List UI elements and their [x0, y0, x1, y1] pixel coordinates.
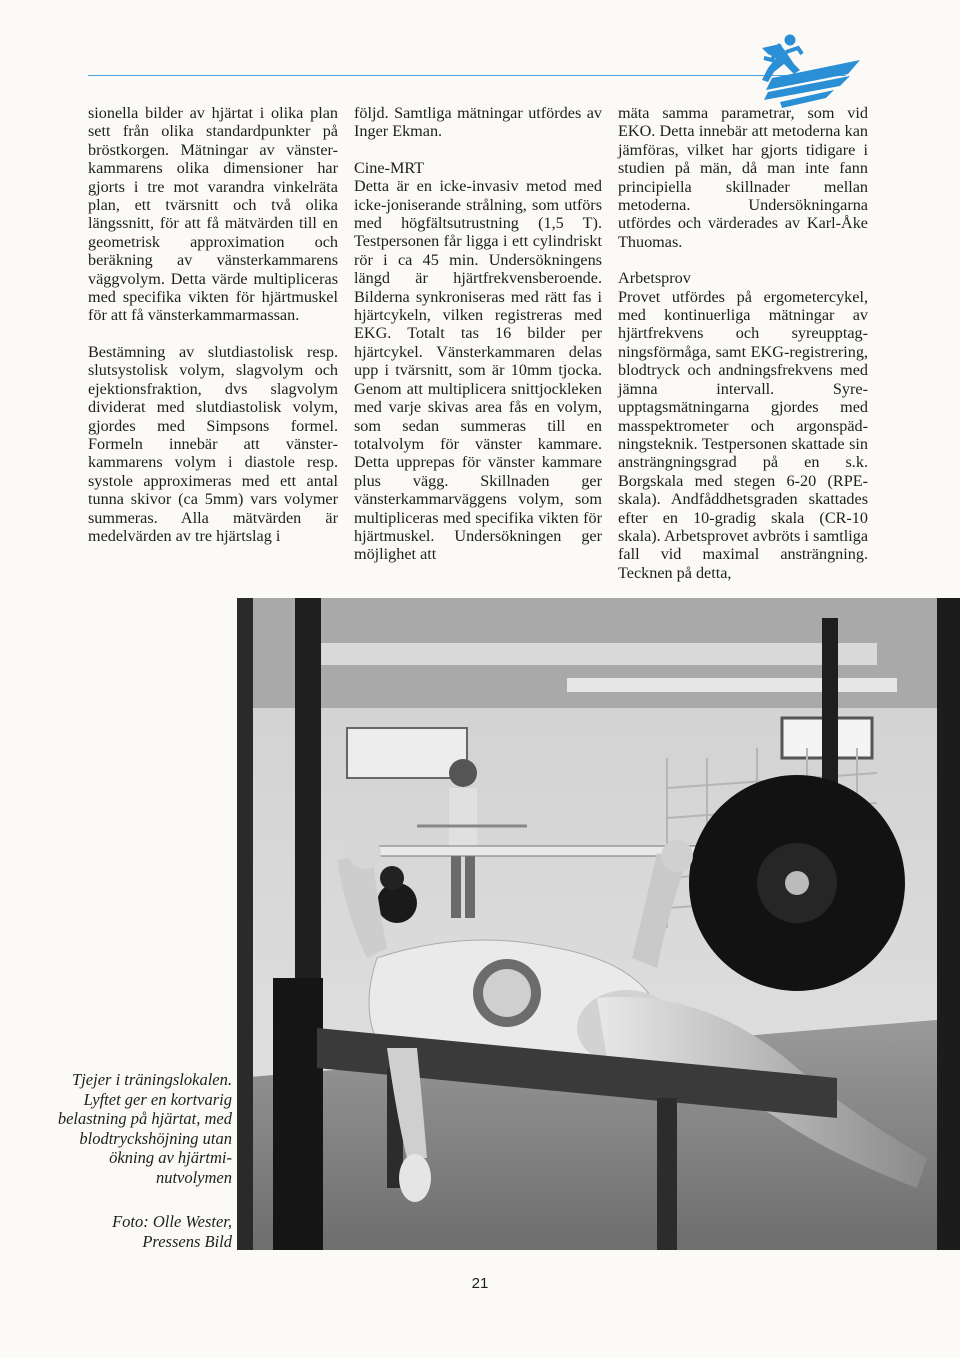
paragraph: sionella bilder av hjärtat i olika plan sett från olika standardpunkter på bröstkorgen. Mätningar av vänster-kammarens olika dimensioner har gjorts i tre mot varandra vinkelräta plan, ett tvärsnitt och två olika längssnitt, för att få mätvärden till en geometrisk approximation och beräkning av vänsterkammarens väggvolym. Detta värde multipliceras med specifika vikten för hjärtmuskel för att få vänsterkammarmassan.: [88, 104, 338, 325]
credit-line: Pressens Bild: [142, 1231, 232, 1251]
text-column-3: [618, 104, 868, 582]
section-heading: Arbetsprov: [618, 269, 691, 288]
credit-line: Foto: Olle Wester,: [112, 1212, 232, 1231]
paragraph: Provet utfördes på ergometercykel, med kontinuerliga mätningar av hjärtfrekvens och syreupptagningsförmåga, samt EKG-registrering, blodtryck och andningsfrekvens med jämna intervall. Syreupptagsmätningarna gjordes med masspektrometer och argonspädningsteknik. Testpersonen skattade sin ansträngningsgrad på en s.k. Borgskala med stegen 6-20 (RPE-skala). Andfåddhetsgraden skattades efter en 10-gradig skala (CR-10 skala). Arbetsprovet avbröts i samtliga fall vid maximal ansträngning. Tecknen på detta,: [618, 287, 868, 582]
section-heading: Cine-MRT: [354, 158, 425, 177]
caption-text: Tjejer i träningslokalen. Lyftet ger en kortvarig belastning på hjärtat, med blodtryckshöjning utan ökning av hjärtminutvolymen: [57, 1070, 232, 1187]
gym-bench-press-photo: [237, 598, 960, 1250]
photo-caption: [40, 1070, 232, 1187]
paragraph: följd. Samtliga mätningar utfördes av Inger Ekman.: [354, 104, 602, 141]
paragraph: mäta samma parametrar, som vid EKO. Detta innebär att metoderna kan jämföras, vilket har gjorts tidigare i studien på män, då man inte fann principiella skillnader mellan metoderna. Undersökningarna utfördes och värderades av Karl-Åke Thuomas.: [618, 104, 868, 251]
runner-book-logo-icon: [728, 30, 868, 110]
text-column-2: [354, 104, 602, 564]
text-column-1: [88, 104, 338, 545]
paragraph: Detta är en icke-invasiv metod med icke-joniserande strålning, som utförs med högfältsutrustning (1,5 T). Testpersonen får ligga i ett cylindriskt rör i ca 45 min. Undersökningens längd är hjärtfrekvensberoende. Bilderna synkroniseras med rätt fas i hjärtcykeln, vilken registreras med EKG. Totalt tas 16 bilder per hjärtcykel. Vänsterkammaren delas upp i tvärsnitt, som är 10mm tjocka. Genom att multiplicera snittjockleken med varje skivas area fås en volym, som sedan summeras till en totalvolym för vänster kammare. Detta upprepas för vänster kammare plus vägg. Skillnaden ger vänsterkammarväggens volym, som multipliceras med specifika vikten för hjärtmuskel. Undersökningen ger möjlighet att: [354, 177, 602, 564]
photo-credit: [40, 1212, 232, 1251]
paragraph: Bestämning av slutdiastolisk resp. slutsystolisk volym, slagvolym och ejektionsfraktion, dvs slagvolym dividerat med slutdiastolisk volym, gjordes med Simpsons formel. Formeln innebär att vänsterkammarens volym i diastole resp. systole approximeras med ett antal tunna skivor (ca 5mm) vars volymer summeras. Alla mätvärden är medelvärden av tre hjärtslag i: [88, 342, 338, 545]
page-number: 21: [471, 1275, 489, 1292]
